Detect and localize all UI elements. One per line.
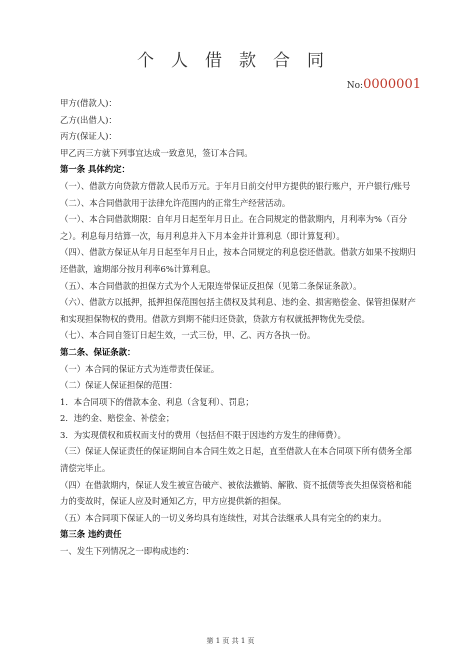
contract-number-label: No: (346, 81, 364, 91)
article3-item: 一、发生下列情况之一即构成违约： (60, 546, 194, 557)
page-title: 个人借款合同 (137, 51, 341, 71)
article3-heading: 第三条 违约责任 (60, 529, 122, 540)
party-borrower: 甲方(借款人)： (60, 98, 117, 108)
contract-number-value: 0000001 (363, 77, 421, 92)
party-lender: 乙方(出借人)： (60, 114, 117, 125)
article1-item: （一）、本合同借款期限：自年月日起至年月日止。在合同规定的借款期内，月利率为%（百分之）。利息每月结算一次，每月利息并入下月本金并计算利息（即计算复利）。 (60, 214, 408, 241)
article2-item: 3．为实现债权和质权而支付的费用（包括但不限于因违约方发生的律师费）。 (60, 429, 346, 440)
article2-item: （四）在借款期内，保证人发生被宣告破产、被依法撤销、解散、资不抵债等丧失担保资格和能力的变故时，保证人应及时通知乙方，甲方应提供新的担保。 (60, 479, 412, 507)
article2-item: （一）本合同的保证方式为连带责任保证。 (60, 363, 220, 374)
article2-item: 2．违约金、赔偿金、补偿金； (60, 413, 175, 424)
contract-number (347, 77, 421, 92)
article1-item: （二）、本合同借款用于法律允许范围内的正常生产经营活动。 (60, 197, 291, 208)
article2-heading: 第二条、保证条款： (60, 346, 136, 357)
contract-body (60, 95, 416, 560)
article2-item: 1．本合同项下的借款本金、利息（含复利）、罚息； (60, 396, 254, 407)
article2-item: （三）保证人保证责任的保证期间自本合同生效之日起，直至借款人在本合同项下所有债务全部清偿完毕止。 (60, 446, 412, 474)
article1-item: （一）、借款方向贷款方借款人民币万元。于年月日前交付甲方提供的银行账户，开户银行/账号 (60, 180, 411, 191)
intro-paragraph: 甲乙丙三方就下列事宜达成一致意见，签订本合同。 (60, 147, 253, 158)
page-footer: 第 1 页 共 1 页 (206, 637, 255, 645)
article2-item: （五）本合同项下保证人的一切义务均具有连续性，对其合法继承人具有完全的约束力。 (60, 512, 387, 523)
article1-item: （五）、本合同借款的担保方式为个人无限连带保证反担保（见第二条保证条款）。 (60, 280, 362, 291)
party-guarantor: 丙方(保证人)： (60, 131, 117, 142)
article1-item: （六）、借款方以抵押，抵押担保范围包括主债权及其利息、违约金、损害赔偿金、保管担保财产和实现担保物权的费用。借款方到期不能归还贷款，贷款方有权就抵押物优先受偿。 (60, 297, 416, 324)
article1-item: （七）、本合同自签订日起生效，一式三份，甲、乙、丙方各执一份。 (60, 330, 316, 341)
article1-heading: 第一条 具体约定： (60, 164, 130, 175)
article1-item: （四）、借款方保证从年月日起至年月日止，按本合同规定的利息偿还借款。借款方如果不按期归还借款，逾期部分按月利率6%计算利息。 (60, 247, 416, 274)
article2-item: （二）保证人保证担保的范围： (60, 380, 178, 391)
